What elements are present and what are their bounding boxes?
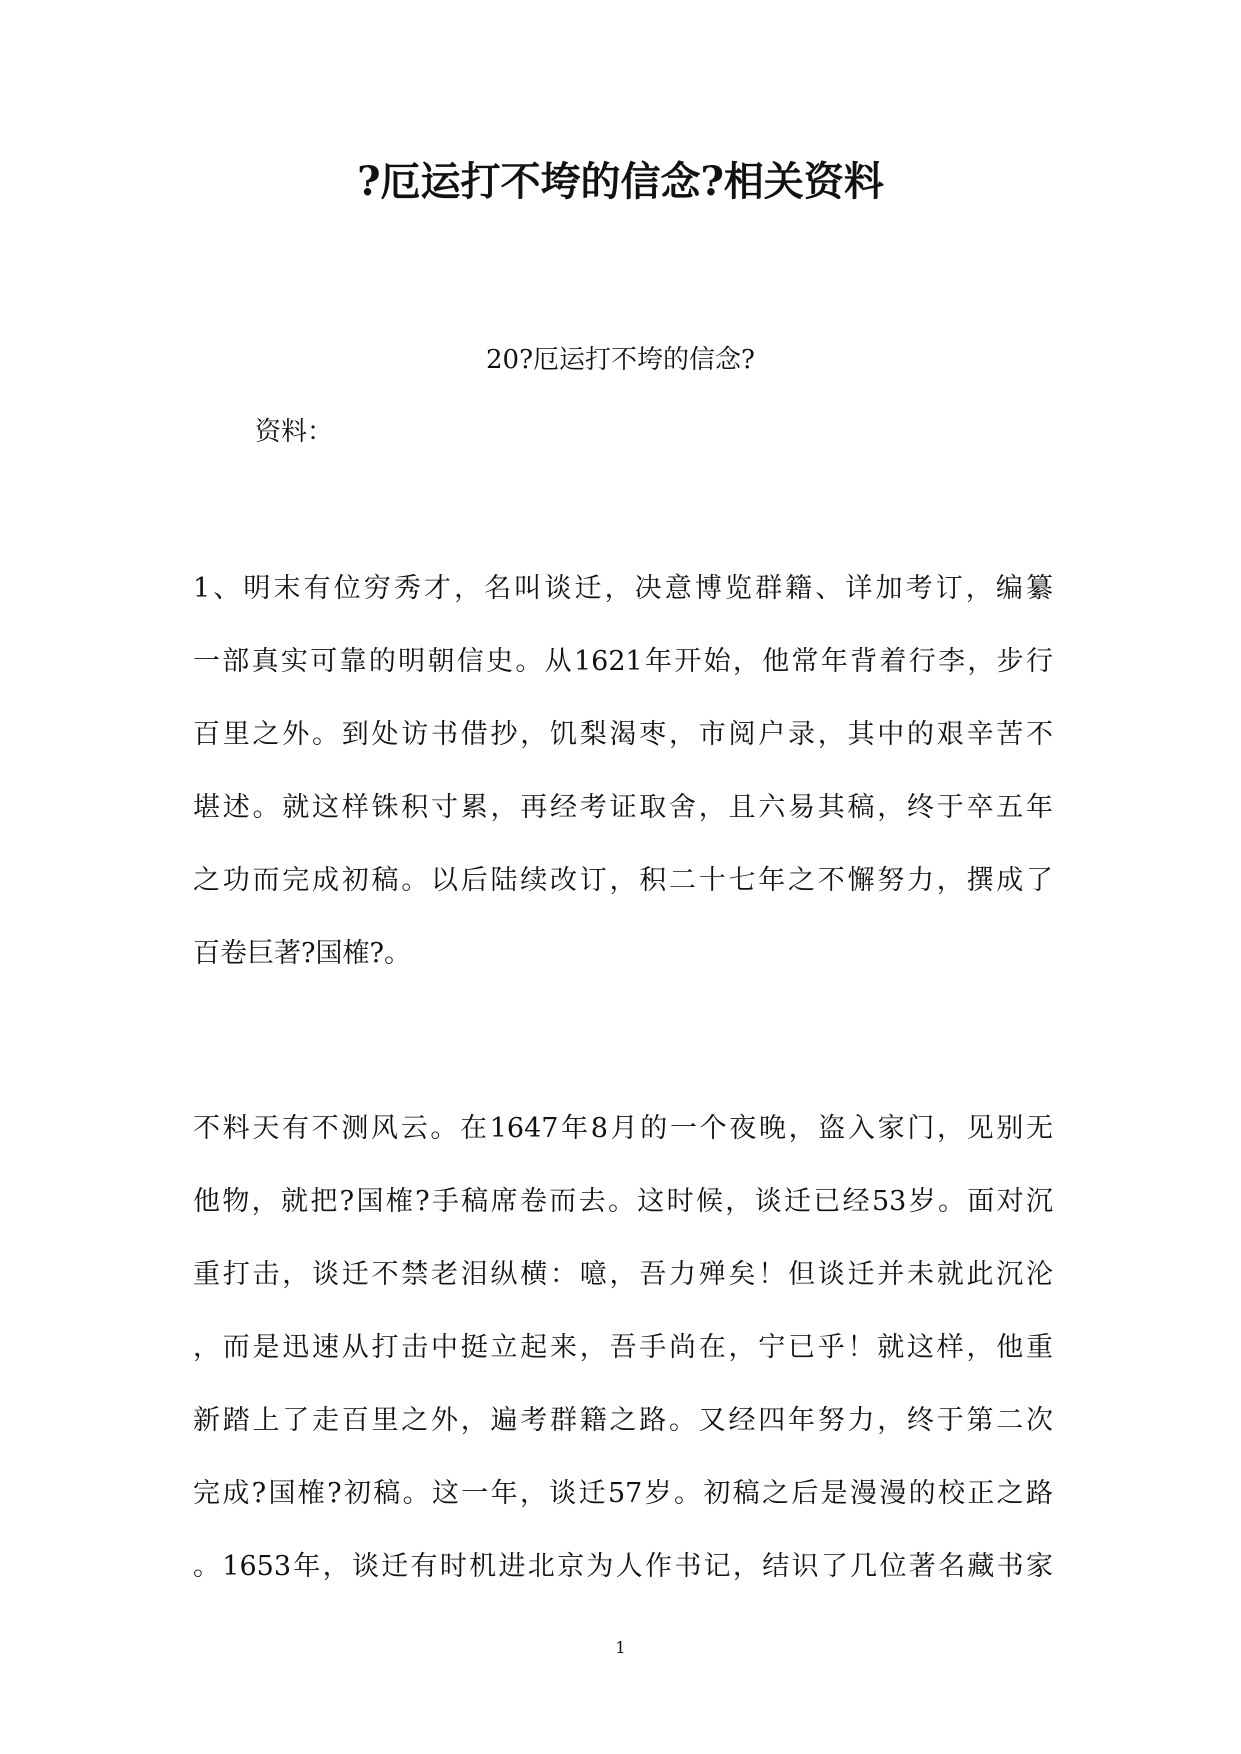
paragraph-line: 一部真实可靠的明朝信史。从1621年开始，他常年背着行李，步行: [193, 646, 1053, 677]
paragraph-line: 不料天有不测风云。在1647年8月的一个夜晚，盗入家门，见别无: [193, 1113, 1053, 1144]
paragraph-line: 。1653年，谈迁有时机进北京为人作书记，结识了几位著名藏书家: [193, 1551, 1053, 1582]
paragraph-line: 完成?国榷?初稿。这一年，谈迁57岁。初稿之后是漫漫的校正之路: [193, 1478, 1053, 1509]
paragraph-2: [193, 1092, 1053, 1603]
paragraph-line: 新踏上了走百里之外，遍考群籍之路。又经四年努力，终于第二次: [193, 1405, 1053, 1436]
paragraph-line: 1、明末有位穷秀才，名叫谈迁，决意博览群籍、详加考订，编纂: [193, 573, 1053, 604]
paragraph-1: [193, 552, 1053, 990]
paragraph-line: 他物，就把?国榷?手稿席卷而去。这时候，谈迁已经53岁。面对沉: [193, 1186, 1053, 1217]
paragraph-line: ，而是迅速从打击中挺立起来，吾手尚在，宁已乎！就这样，他重: [193, 1332, 1053, 1363]
paragraph-line: 堪述。就这样铢积寸累，再经考证取舍，且六易其稿，终于卒五年: [193, 792, 1053, 823]
document-subtitle: 20?厄运打不垮的信念?: [486, 345, 755, 375]
page-number: 1: [615, 1638, 626, 1657]
paragraph-line: 之功而完成初稿。以后陆续改订，积二十七年之不懈努力，撰成了: [193, 865, 1053, 896]
paragraph-line: 百卷巨著?国榷?。: [193, 938, 411, 969]
document-title: ?厄运打不垮的信念?相关资料: [357, 158, 884, 205]
paragraph-line: 百里之外。到处访书借抄，饥梨渴枣，市阅户录，其中的艰辛苦不: [193, 719, 1053, 750]
paragraph-line: 重打击，谈迁不禁老泪纵横：噫，吾力殚矣！但谈迁并未就此沉沦: [193, 1259, 1053, 1290]
material-label: 资料：: [255, 417, 334, 447]
